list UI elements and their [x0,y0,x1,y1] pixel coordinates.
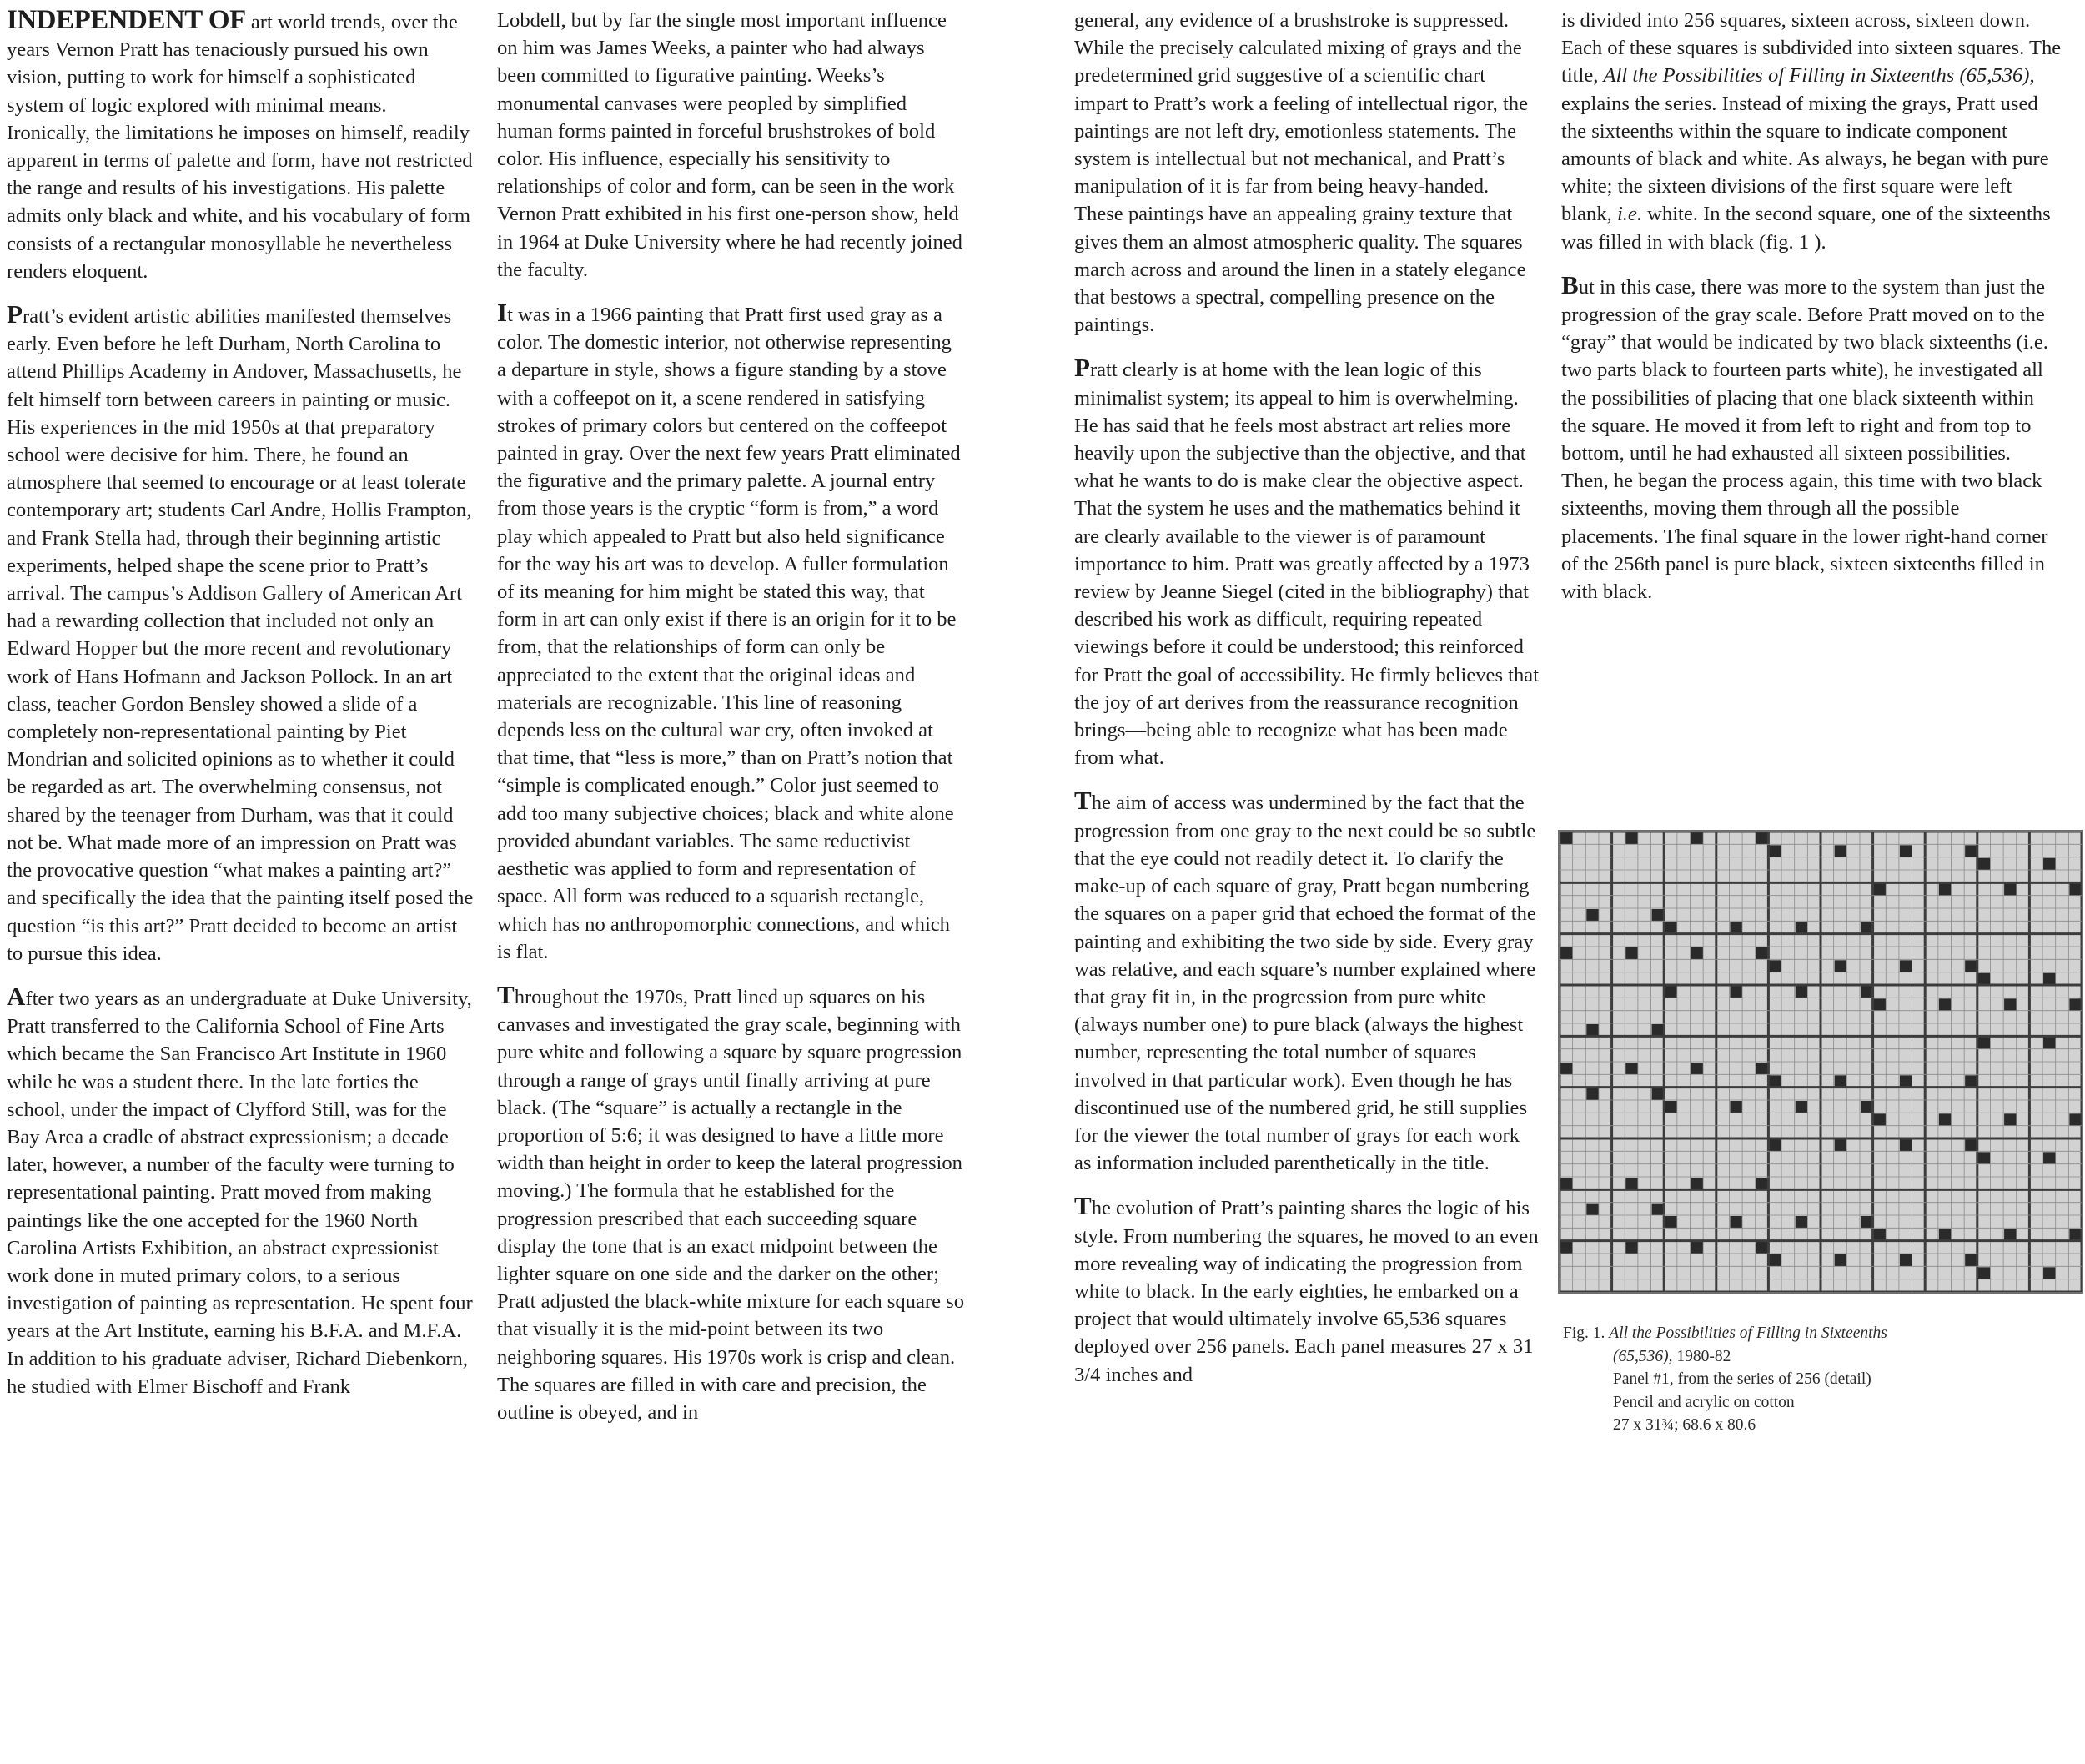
artwork-dimensions: 27 x 31¾; 68.6 x 80.6 [1613,1416,1756,1434]
filled-sixteenth [1665,1101,1677,1113]
filled-sixteenth [1796,1101,1808,1113]
filled-sixteenth [1965,1075,1977,1087]
filled-sixteenth [1756,1178,1769,1189]
filled-sixteenth [1665,1216,1677,1228]
filled-sixteenth [1756,1242,1769,1254]
sixteenths-grid-image [1560,832,2082,1292]
filled-sixteenth [1652,1088,1665,1100]
filled-sixteenth [1978,858,1991,870]
filled-sixteenth [1900,1254,1912,1266]
drop-letter: T [497,979,515,1009]
filled-sixteenth [1586,909,1599,921]
filled-sixteenth [1691,947,1704,959]
artwork-title-count: (65,536), [1613,1347,1673,1365]
filled-sixteenth [1900,845,1912,857]
abbreviation: i.e. [1616,203,1642,226]
filled-sixteenth [1560,1242,1573,1254]
filled-sixteenth [1965,1139,1977,1151]
paragraph-text: is divided into 256 squares, sixteen across, sixteen down. Each of these squares is subdivided into sixteen squares. The title, [1561,9,2062,88]
filled-sixteenth [1756,1063,1769,1074]
filled-sixteenth [2004,883,2017,895]
paragraph-intro [7,7,474,285]
lead-in-heading: INDEPENDENT OF [7,5,246,35]
filled-sixteenth [1652,909,1665,921]
drop-letter: A [7,981,26,1011]
artwork-date: 1980-82 [1676,1347,1731,1365]
filled-sixteenth [1900,960,1912,972]
filled-sixteenth [2004,1229,2017,1240]
artwork-panel: Panel #1, from the series of 256 (detail) [1613,1370,1871,1388]
filled-sixteenth [1939,1229,1952,1240]
filled-sixteenth [1874,998,1887,1010]
filled-sixteenth [1874,1229,1887,1240]
filled-sixteenth [1691,1178,1704,1189]
filled-sixteenth [1978,1037,1991,1048]
drop-letter: I [497,298,508,328]
filled-sixteenth [1796,922,1808,933]
paragraph [497,299,964,966]
paragraph-text: ratt clearly is at home with the lean logic of this minimalist system; its appeal to him is overwhelming. He has said that he feels most abstract art relies more heavily upon the subjective than the objective, and that what he wants to do is make clear the objective aspect. That the system he uses and the mathematics behind it are clearly available to the viewer is of paramount importance to him. Pratt was greatly affected by a 1973 review by Jeanne Siegel (cited in the bibliography) that described his work as difficult, requiring repeated viewings before it could be understood; this reinforced for Pratt the goal of accessibility. He firmly believes that the joy of art derives from the reassurance recognition brings—being able to recognize what has been made from what. [1074,359,1540,770]
filled-sixteenth [1939,998,1952,1010]
filled-sixteenth [1691,1063,1704,1074]
filled-sixteenth [1939,1113,1952,1125]
filled-sixteenth [1730,922,1742,933]
filled-sixteenth [1560,1063,1573,1074]
filled-sixteenth [2004,998,2017,1010]
filled-sixteenth [1769,1075,1781,1087]
filled-sixteenth [1835,1075,1847,1087]
filled-sixteenth [1769,1254,1781,1266]
filled-sixteenth [2043,973,2056,985]
figure-caption [1563,1322,2063,1437]
filled-sixteenth [1560,1178,1573,1189]
figure-number: Fig. 1. [1563,1324,1605,1342]
filled-sixteenth [1730,1101,1742,1113]
artwork-title: All the Possibilities of Filling in Sixteenths [1609,1324,1887,1342]
column-1 [7,7,474,1415]
paragraph-text: he evolution of Pratt’s painting shares the logic of his style. From numbering the squares, he moved to an even more revealing way of indicating the progression from white to black. In the early eighties, he embarked on a project that would ultimately involve 65,536 squares deployed over 256 panels. Each panel measures 27 x 31 3/4 inches and [1074,1197,1539,1386]
filled-sixteenth [1769,960,1781,972]
filled-sixteenth [1835,960,1847,972]
filled-sixteenth [2043,1267,2056,1279]
filled-sixteenth [1665,986,1677,998]
paragraph [7,300,474,967]
filled-sixteenth [1978,973,1991,985]
filled-sixteenth [1560,832,1573,844]
filled-sixteenth [1756,947,1769,959]
paragraph [1561,7,2062,256]
filled-sixteenth [1900,1075,1912,1087]
filled-sixteenth [1796,1216,1808,1228]
filled-sixteenth [1965,1254,1977,1266]
paragraph-text: he aim of access was undermined by the fact that the progression from one gray to the next could be so subtle that the eye could not readily detect it. To clarify the make-up of each square of gray, Pratt began numbering the squares on a paper grid that echoed the format of the painting and exhibiting the two side by side. Every gray was relative, and each square’s number explained where that gray fit in, in the progression from pure white (always number one) to pure black (always the highest number, representing the total number of squares involved in that particular work). Even though he has discontinued use of the numbered grid, he still supplies for the viewer the total number of grays for each work as information included parenthetically in the title. [1074,792,1536,1175]
paragraph-text: explains the series. Instead of mixing the grays, Pratt used the sixteenths within the square to indicate component amounts of black and white. As always, he began with pure white; the sixteen divisions of the first square were left blank, [1561,92,2049,226]
filled-sixteenth [1965,845,1977,857]
filled-sixteenth [1730,986,1742,998]
filled-sixteenth [2043,1152,2056,1163]
caption-title-line-2 [1563,1345,2063,1369]
filled-sixteenth [1874,1113,1887,1125]
filled-sixteenth [2004,1113,2017,1125]
filled-sixteenth [1835,845,1847,857]
filled-sixteenth [1835,1254,1847,1266]
caption-title-line [1563,1322,2063,1345]
paragraph [1074,787,1541,1177]
paragraph [1074,7,1541,339]
filled-sixteenth [2043,1037,2056,1048]
filled-sixteenth [1625,832,1638,844]
filled-sixteenth [1652,1204,1665,1215]
filled-sixteenth [1978,1152,1991,1163]
column-4 [1561,7,2062,621]
artwork-medium: Pencil and acrylic on cotton [1613,1393,1795,1411]
filled-sixteenth [2043,858,2056,870]
filled-sixteenth [1586,1088,1599,1100]
filled-sixteenth [1900,1139,1912,1151]
filled-sixteenth [1978,1267,1991,1279]
filled-sixteenth [1730,1216,1742,1228]
filled-sixteenth [1586,1024,1599,1036]
paragraph-text: hroughout the 1970s, Pratt lined up squares on his canvases and investigated the gray scale, beginning with pure white and following a square by square progression through a range of grays until finally arriving at pure black. (The “square” is actually a rectangle in the proportion of 5:6; it was designed to have a little more width than height in order to keep the lateral progression moving.) The formula that he established for the progression prescribed that each succeeding square display the tone that is an exact midpoint between the lighter square on one side and the darker on the other; Pratt adjusted the black-white mixture for each square so that visually it is the mid-point between its two neighboring squares. His 1970s work is crisp and clean. The squares are filled in with care and precision, the outline is obeyed, and in [497,985,965,1424]
column-3 [1074,7,1541,1404]
filled-sixteenth [2069,1229,2082,1240]
filled-sixteenth [1625,1063,1638,1074]
paragraph [497,7,964,284]
filled-sixteenth [1861,986,1873,998]
paragraph-text: Lobdell, but by far the single most important influence on him was James Weeks, a painter who had always been committed to figurative painting. Weeks’s monumental canvases were peopled by simplified human forms painted in forceful brushstrokes of bold color. His influence, especially his sensitivity to relationships of color and form, can be seen in the work Vernon Pratt exhibited in his first one-person show, held in 1964 at Duke University where he had recently joined the faculty. [497,9,962,281]
paragraph-text: white. In the second square, one of the sixteenths was filled in with black (fig. 1 ). [1561,203,2051,254]
paragraph-text: ut in this case, there was more to the system than just the progression of the gray scale. Before Pratt moved on to the “gray” that would be indicated by two black sixteenths (i.e. two parts black to fourteen parts white), he investigated all the possibilities of placing that one black sixteenth within the square. He moved it from left to right and from top to bottom, until he had exhausted all sixteen possibilities. Then, he began the process again, this time with two black sixteenths, moving them through all the possible placements. The final square in the lower right-hand corner of the 256th panel is pure black, sixteen sixteenths filled in with black. [1561,275,2048,604]
paragraph-text: fter two years as an undergraduate at Duke University, Pratt transferred to the California School of Fine Arts which became the San Francisco Art Institute in 1960 while he was a student there. In the late forties the school, under the impact of Clyfford Still, was for the Bay Area a cradle of abstract expressionism; a decade later, however, a number of the faculty were turning to representational painting. Pratt moved from making paintings like the one accepted for the 1960 North Carolina Artists Exhibition, an abstract expressionist work done in muted primary colors, to a serious investigation of painting as representation. He spent four years at the Art Institute, earning his B.F.A. and M.F.A. In addition to his graduate adviser, Richard Diebenkorn, he studied with Elmer Bischoff and Frank [7,987,473,1398]
filled-sixteenth [1861,1101,1873,1113]
filled-sixteenth [1652,1024,1665,1036]
paragraph [1561,271,2062,606]
paragraph-text: ratt’s evident artistic abilities manifested themselves early. Even before he left Durham, North Carolina to attend Phillips Academy in Andover, Massachusetts, he felt himself torn between careers in painting or music. His experiences in the mid 1950s at that preparatory school were decisive for him. There, he found an atmosphere that seemed to encourage or at least tolerate contemporary art; students Carl Andre, Hollis Frampton, and Frank Stella had, through their beginning artistic experiments, helped shape the scene prior to Pratt’s arrival. The campus’s Addison Gallery of American Art had a rewarding collection that included not only an Edward Hopper but the more recent and revolutionary work of Hans Hofmann and Jackson Pollock. In an art class, teacher Gordon Bensley showed a slide of a completely non-representational painting by Piet Mondrian and solicited opinions as to whether it could be regarded as art. The overwhelming consensus, not shared by the teenager from Durham, was that it could not be. What made more of an impression on Pratt was the provocative question “what makes a painting art?” and specifically the idea that the painting itself posed the question “is this art?” Pratt decided to become an artist to pursue this idea. [7,305,474,965]
drop-letter: T [1074,786,1092,816]
filled-sixteenth [1874,883,1887,895]
filled-sixteenth [2069,998,2082,1010]
paragraph-text: general, any evidence of a brushstroke is suppressed. While the precisely calculated mixing of grays and the predetermined grid suggestive of a scientific chart impart to Pratt’s work a feeling of intellectual rigor, the paintings are not left dry, emotionless statements. The system is intellectual but not mechanical, and Pratt’s manipulation of it is far from being heavy-handed. These paintings have an appealing grainy texture that gives them an almost atmospheric quality. The squares march across and around the linen in a stately elegance that bestows a spectral, compelling presence on the paintings. [1074,9,1529,337]
intro-text: art world trends, over the years Vernon Pratt has tenaciously pursued his own vision, putting to work for himself a sophisticated system of logic explored with minimal means. Ironically, the limitations he imposes on himself, readily apparent in terms of palette and form, have not restricted the range and results of his investigations. His palette admits only black and white, and his vocabulary of form consists of a rectangular monosyllable he nevertheless renders eloquent. [7,11,473,283]
filled-sixteenth [1861,1216,1873,1228]
paragraph [1074,354,1541,771]
filled-sixteenth [2069,1113,2082,1125]
figure-panel-grid [1558,830,2083,1294]
filled-sixteenth [1756,832,1769,844]
drop-letter: B [1561,269,1579,299]
filled-sixteenth [1586,1204,1599,1215]
filled-sixteenth [2069,883,2082,895]
series-title: All the Possibilities of Filling in Sixteenths (65,536), [1603,64,2035,88]
filled-sixteenth [1769,845,1781,857]
filled-sixteenth [1835,1139,1847,1151]
filled-sixteenth [1625,947,1638,959]
filled-sixteenth [1560,947,1573,959]
paragraph [1074,1192,1541,1388]
paragraph [497,981,964,1426]
filled-sixteenth [1665,922,1677,933]
filled-sixteenth [1625,1242,1638,1254]
drop-letter: P [7,299,23,329]
filled-sixteenth [1861,922,1873,933]
filled-sixteenth [1691,1242,1704,1254]
filled-sixteenth [1965,960,1977,972]
filled-sixteenth [1796,986,1808,998]
drop-letter: T [1074,1191,1092,1221]
filled-sixteenth [1939,883,1952,895]
drop-letter: P [1074,353,1090,383]
filled-sixteenth [1691,832,1704,844]
filled-sixteenth [1769,1139,1781,1151]
filled-sixteenth [1625,1178,1638,1189]
column-2 [497,7,964,1441]
paragraph-text: t was in a 1966 painting that Pratt first used gray as a color. The domestic interior, not otherwise representing a departure in style, shows a figure standing by a stove with a coffeepot on it, a scene rendered in satisfying strokes of primary colors but centered on the coffeepot painted in gray. Over the next few years Pratt eliminated the figurative and the primary palette. A journal entry from those years is the cryptic “form is from,” a word play which appealed to Pratt but also held significance for the way his art was to develop. A fuller formulation of its meaning for him might be stated this way, that form in art can only exist if there is an origin for it to be from, that the relationships of form can only be appreciated to the extent that the original ideas and materials are recognizable. This line of reasoning depends less on the cultural war cry, often invoked at that time, that “less is more,” than on Pratt’s notion that “simple is complicated enough.” Color just seemed to add too many subjective choices; black and white alone provided abundant variables. The same reductivist aesthetic was applied to form and representation of space. All form was reduced to a squarish rectangle, which has no anthropomorphic connections, and which is flat. [497,304,961,963]
paragraph [7,983,474,1400]
